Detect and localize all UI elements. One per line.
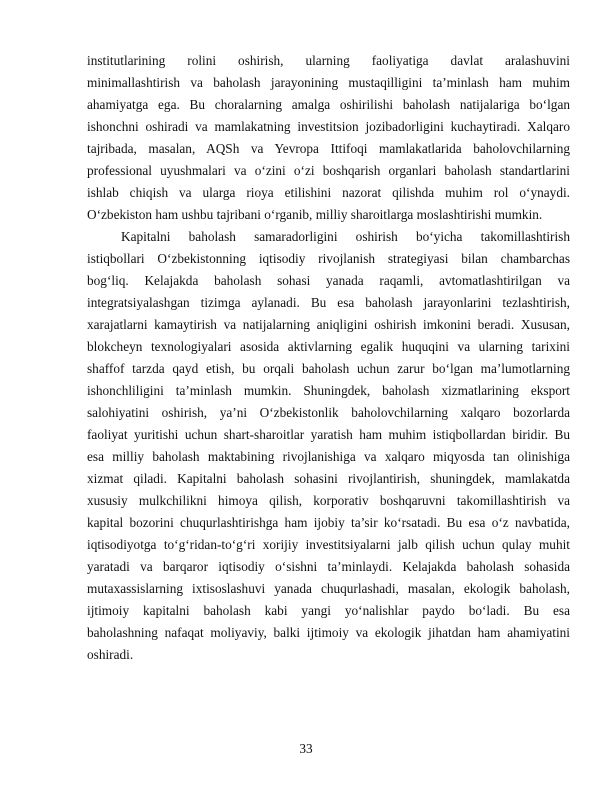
text-line: faoliyat yuritishi uchun shart-sharoitlar yaratish ham muhim istiqbollardan biridir. Bu	[87, 427, 570, 442]
text-line: shaffof tarzda qayd etish, bu orqali baholash uchun zarur bo‘lgan ma’lumotlarning	[87, 361, 570, 376]
text-line: esa milliy baholash maktabining rivojlanishiga va xalqaro miqyosda tan olinishiga	[87, 449, 570, 464]
text-line: institutlarining rolini oshirish, ularning faoliyatiga davlat aralashuvini	[87, 53, 570, 68]
text-line: ishonchliligini ta’minlash mumkin. Shuningdek, baholash xizmatlarining eksport	[87, 383, 570, 398]
text-line: blokcheyn texnologiyalari asosida aktivlarning egalik huquqini va ularning tarixini	[87, 339, 570, 354]
text-line: iqtisodiyotga to‘g‘ridan-to‘g‘ri xorijiy investitsiyalarni jalb qilish uchun qulay muhit	[87, 537, 570, 552]
text-line: integratsiyalashgan tizimga aylanadi. Bu esa baholash jarayonlarini tezlashtirish,	[87, 295, 570, 310]
text-line: ijtimoiy kapitalni baholash kabi yangi yo‘nalishlar paydo bo‘ladi. Bu esa	[87, 603, 570, 618]
text-line: yaratadi va barqaror iqtisodiy o‘sishni ta’minlaydi. Kelajakda baholash sohasida	[87, 559, 570, 574]
text-line: ahamiyatga ega. Bu choralarning amalga oshirilishi baholash natijalariga bo‘lgan	[87, 97, 570, 112]
text-line: kapital bozorini chuqurlashtirishga ham ijobiy ta’sir ko‘rsatadi. Bu esa o‘z navbatida,	[87, 515, 570, 530]
text-line: ishonchni oshiradi va mamlakatning investitsion jozibadorligini kuchaytiradi. Xalqaro	[87, 119, 570, 134]
text-line: baholashning nafaqat moliyaviy, balki ijtimoiy va ekologik jihatdan ham ahamiyatini	[87, 625, 570, 640]
text-line: professional uyushmalari va o‘zini o‘zi boshqarish organlari baholash standartlarini	[87, 163, 570, 178]
text-line: salohiyatini oshirish, ya’ni O‘zbekistonlik baholovchilarning xalqaro bozorlarda	[87, 405, 570, 420]
text-line: ishlab chiqish va ularga rioya etilishini nazorat qilishda muhim rol o‘ynaydi.	[87, 185, 570, 200]
text-line: istiqbollari O‘zbekistonning iqtisodiy rivojlanish strategiyasi bilan chambarchas	[87, 251, 570, 266]
text-line: tajribada, masalan, AQSh va Yevropa Ittifoqi mamlakatlarida baholovchilarning	[87, 141, 570, 156]
text-line: minimallashtirish va baholash jarayonining mustaqilligini ta’minlash ham muhim	[87, 75, 570, 90]
text-line: xususiy mulkchilikni himoya qilish, korporativ boshqaruvni takomillashtirish va	[87, 493, 570, 508]
text-line: O‘zbekiston ham ushbu tajribani o‘rganib, milliy sharoitlarga moslashtirishi mumkin.	[87, 207, 543, 222]
text-line: oshiradi.	[87, 647, 134, 662]
page-number: 33	[299, 741, 313, 756]
text-line: bog‘liq. Kelajakda baholash sohasi yanada raqamli, avtomatlashtirilgan va	[87, 273, 570, 288]
text-line: xizmat qiladi. Kapitalni baholash sohasini rivojlantirish, shuningdek, mamlakatda	[87, 471, 570, 486]
text-line: xarajatlarni kamaytirish va natijalarning aniqligini oshirish imkonini beradi. Xususan,	[87, 317, 570, 332]
text-line: mutaxassislarning ixtisoslashuvi yanada chuqurlashadi, masalan, ekologik baholash,	[87, 581, 570, 596]
text-line: Kapitalni baholash samaradorligini oshirish bo‘yicha takomillashtirish	[121, 229, 570, 244]
